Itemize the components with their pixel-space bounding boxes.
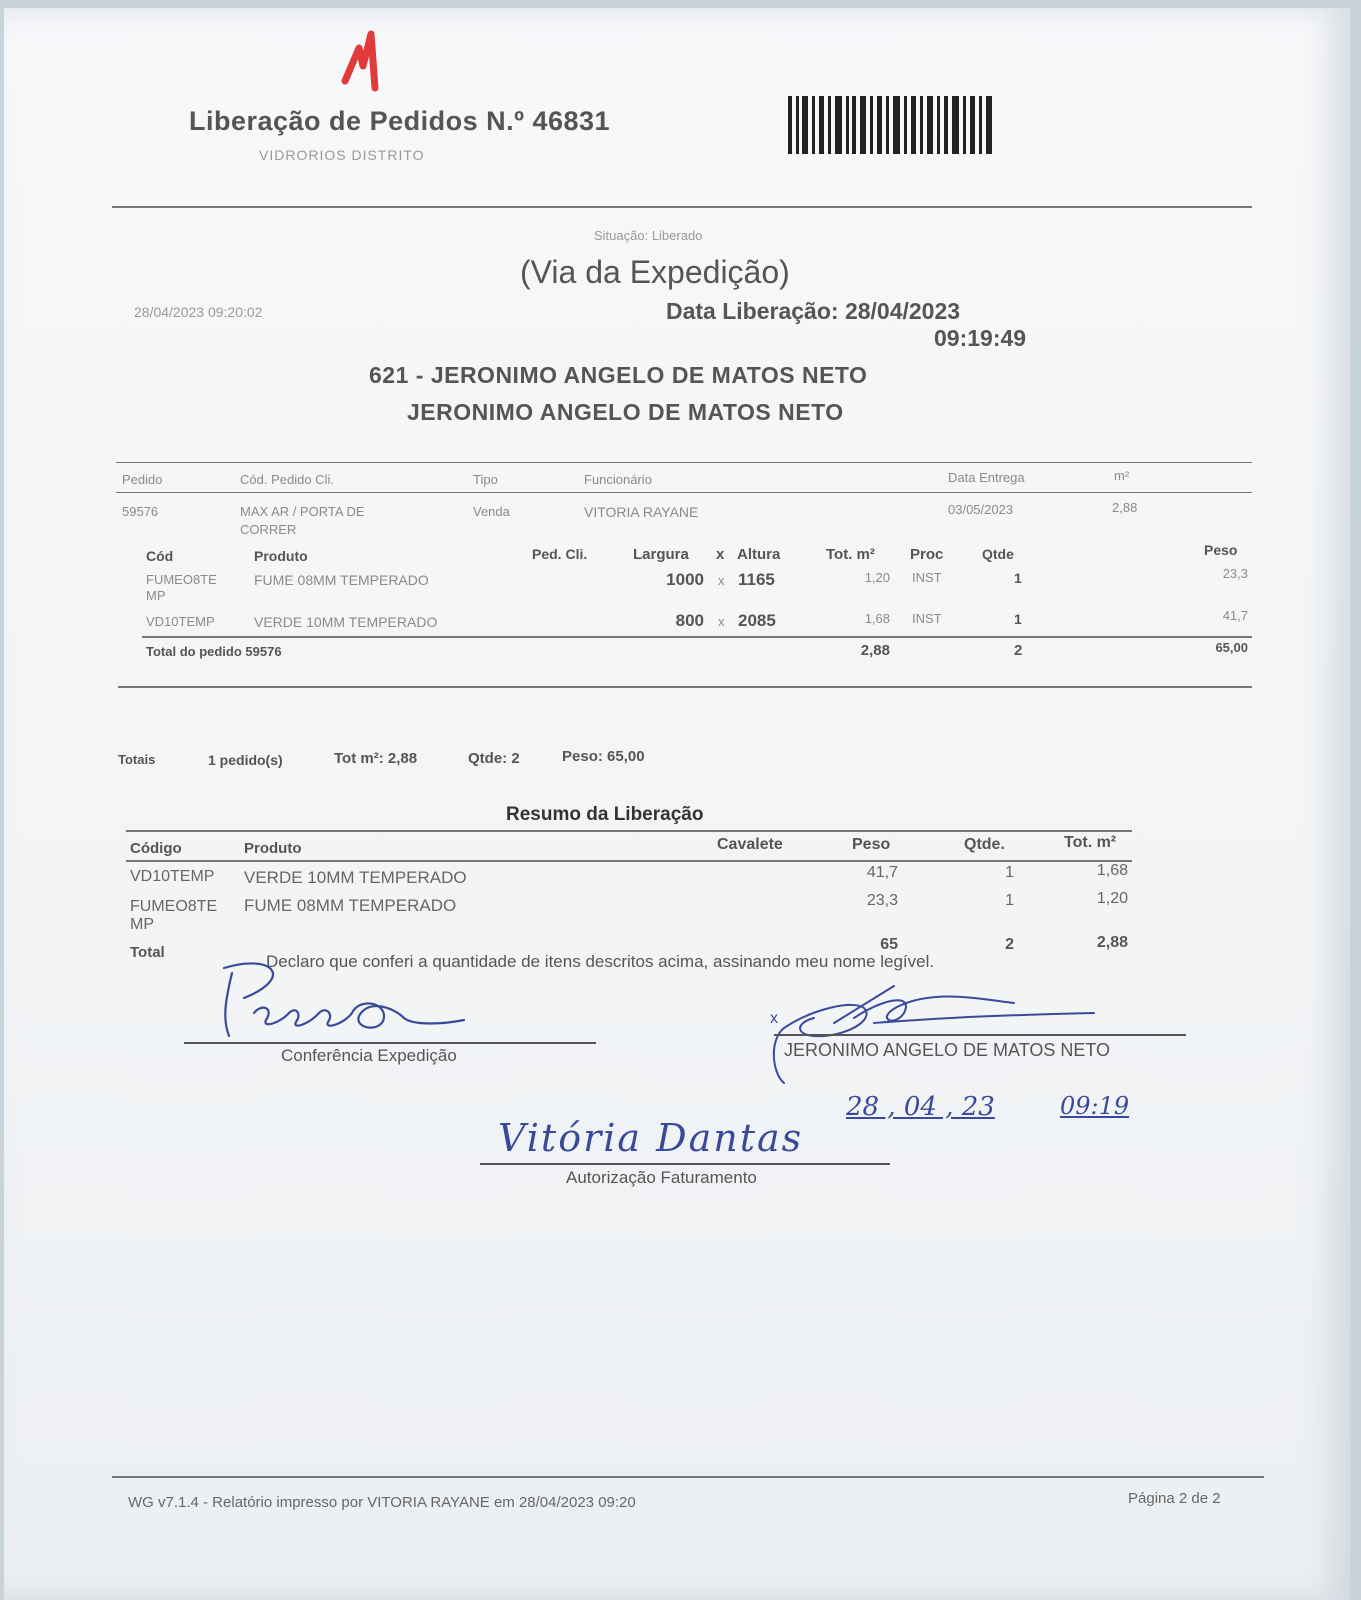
resumo-total-m2: 2,88 (1096, 934, 1128, 951)
client-signature-label: JERONIMO ANGELO DE MATOS NETO (784, 1040, 1111, 1060)
resumo-produto: VERDE 10MM TEMPERADO (244, 868, 467, 887)
resumo-top-border (126, 830, 1132, 832)
header-m2: m² (1114, 468, 1130, 483)
table-top-border (116, 462, 1252, 463)
resumo-produto: FUME 08MM TEMPERADO (244, 896, 457, 915)
order-total-m2: 2,88 (860, 642, 890, 659)
item-header-produto: Produto (254, 548, 308, 564)
autorizacao-label: Autorização Faturamento (566, 1168, 757, 1187)
release-date: Data Liberação: 28/04/2023 (666, 298, 961, 324)
order-tipo: Venda (473, 504, 510, 519)
order-pedido: 59576 (122, 504, 159, 519)
resumo-header-peso: Peso (852, 836, 891, 853)
resumo-tot-m2: 1,20 (1096, 890, 1128, 907)
conferencia-label: Conferência Expedição (281, 1046, 457, 1065)
item-header-largura: Largura (633, 546, 689, 563)
item-qtde: 1 (1014, 570, 1022, 586)
signature-line (184, 1042, 596, 1044)
company-logo-icon (337, 26, 387, 96)
resumo-header-produto: Produto (244, 840, 302, 857)
company-name: VIDRORIOS DISTRITO (259, 147, 425, 163)
client-sign-mark: x (770, 1010, 778, 1027)
resumo-header-divider (126, 860, 1132, 862)
order-total-label: Total do pedido 59576 (146, 644, 282, 659)
resumo-codigo-line2: MP (130, 916, 154, 933)
header-data-entrega: Data Entrega (948, 470, 1025, 485)
resumo-header-cavalete: Cavalete (717, 836, 783, 853)
document-title: Liberação de Pedidos N.º 46831 (189, 106, 611, 136)
totals-pedidos: 1 pedido(s) (208, 752, 283, 768)
footer-divider (112, 1476, 1264, 1478)
item-peso: 41,7 (1222, 608, 1248, 623)
via-label: (Via da Expedição) (520, 254, 790, 290)
resumo-peso: 41,7 (866, 864, 898, 881)
item-header-ped-cli: Ped. Cli. (532, 546, 588, 562)
header-funcionario: Funcionário (584, 472, 652, 487)
item-altura: 1165 (738, 570, 775, 589)
item-header-x: x (716, 546, 725, 563)
client-code-name: 621 - JERONIMO ANGELO DE MATOS NETO (369, 362, 868, 388)
resumo-tot-m2: 1,68 (1096, 862, 1128, 879)
item-proc: INST (912, 611, 942, 626)
resumo-total-peso: 65 (880, 936, 898, 953)
order-funcionario: VITORIA RAYANE (584, 504, 699, 520)
item-header-altura: Altura (737, 546, 781, 563)
item-x: x (718, 614, 725, 629)
situation-status: Situação: Liberado (594, 228, 703, 243)
item-tot-m2: 1,68 (864, 611, 890, 626)
item-produto: VERDE 10MM TEMPERADO (254, 614, 438, 630)
document-page (4, 8, 1350, 1600)
item-qtde: 1 (1014, 611, 1022, 627)
item-altura: 2085 (738, 611, 776, 630)
total-divider (142, 636, 1252, 638)
header-tipo: Tipo (473, 472, 498, 487)
item-cod-line1: FUMEO8TE (146, 572, 217, 587)
item-cod-line1: VD10TEMP (146, 614, 215, 629)
resumo-qtde: 1 (1005, 892, 1014, 909)
resumo-title: Resumo da Liberação (506, 804, 704, 825)
totals-qtde: Qtde: 2 (468, 750, 520, 767)
header-pedido: Pedido (122, 472, 163, 487)
item-largura: 800 (675, 611, 704, 630)
item-peso: 23,3 (1222, 566, 1248, 581)
declaration-text: Declaro que conferi a quantidade de itens descritos acima, assinando meu nome legível. (266, 952, 935, 971)
signature-autorizacao: Vitória Dantas (498, 1116, 804, 1160)
resumo-total-label: Total (130, 944, 165, 961)
item-x: x (718, 573, 725, 588)
release-time: 09:19:49 (934, 325, 1027, 351)
resumo-header-codigo: Código (130, 840, 182, 857)
item-header-cod: Cód (146, 548, 174, 564)
item-header-peso: Peso (1204, 542, 1238, 558)
divider (112, 206, 1252, 208)
item-header-qtde: Qtde (982, 546, 1014, 562)
resumo-peso: 23,3 (866, 892, 898, 909)
item-produto: FUME 08MM TEMPERADO (254, 572, 429, 588)
signature-line (480, 1163, 890, 1165)
signature-conferencia-icon (184, 958, 484, 1048)
resumo-codigo-line1: VD10TEMP (130, 868, 215, 885)
divider (118, 686, 1252, 688)
resumo-header-qtde: Qtde. (964, 836, 1005, 853)
item-tot-m2: 1,20 (864, 570, 890, 585)
item-largura: 1000 (666, 570, 704, 589)
order-cod-cli-line1: MAX AR / PORTA DE (240, 504, 365, 519)
barcode-icon (788, 96, 992, 154)
order-total-peso: 65,00 (1215, 640, 1248, 655)
item-cod-line2: MP (146, 588, 166, 603)
totals-m2: Tot m²: 2,88 (334, 750, 418, 767)
handwritten-time: 09:19 (1060, 1092, 1130, 1120)
client-name: JERONIMO ANGELO DE MATOS NETO (407, 399, 844, 425)
handwritten-date: 28 , 04 , 23 (846, 1092, 995, 1122)
totals-label: Totais (118, 752, 156, 767)
order-cod-cli-line2: CORRER (240, 522, 297, 537)
order-data-entrega: 03/05/2023 (948, 502, 1014, 517)
signature-line (774, 1034, 1186, 1036)
order-m2: 2,88 (1112, 500, 1138, 515)
item-header-tot-m2: Tot. m² (826, 546, 875, 563)
item-header-proc: Proc (910, 546, 944, 563)
totals-peso: Peso: 65,00 (562, 748, 645, 765)
page-number: Página 2 de 2 (1128, 1490, 1221, 1507)
item-proc: INST (912, 570, 942, 585)
header-divider (116, 492, 1252, 493)
resumo-qtde: 1 (1005, 864, 1014, 881)
printed-timestamp: 28/04/2023 09:20:02 (134, 304, 263, 320)
header-cod-pedido-cli: Cód. Pedido Cli. (240, 472, 334, 487)
resumo-header-tot-m2: Tot. m² (1064, 834, 1117, 851)
resumo-codigo-line1: FUMEO8TE (130, 898, 218, 915)
footer-printed-by: WG v7.1.4 - Relatório impresso por VITORIA RAYANE em 28/04/2023 09:20 (128, 1494, 636, 1511)
resumo-total-qtde: 2 (1005, 936, 1014, 953)
signature-client-icon (774, 978, 1114, 1088)
order-total-qtde: 2 (1014, 642, 1023, 659)
